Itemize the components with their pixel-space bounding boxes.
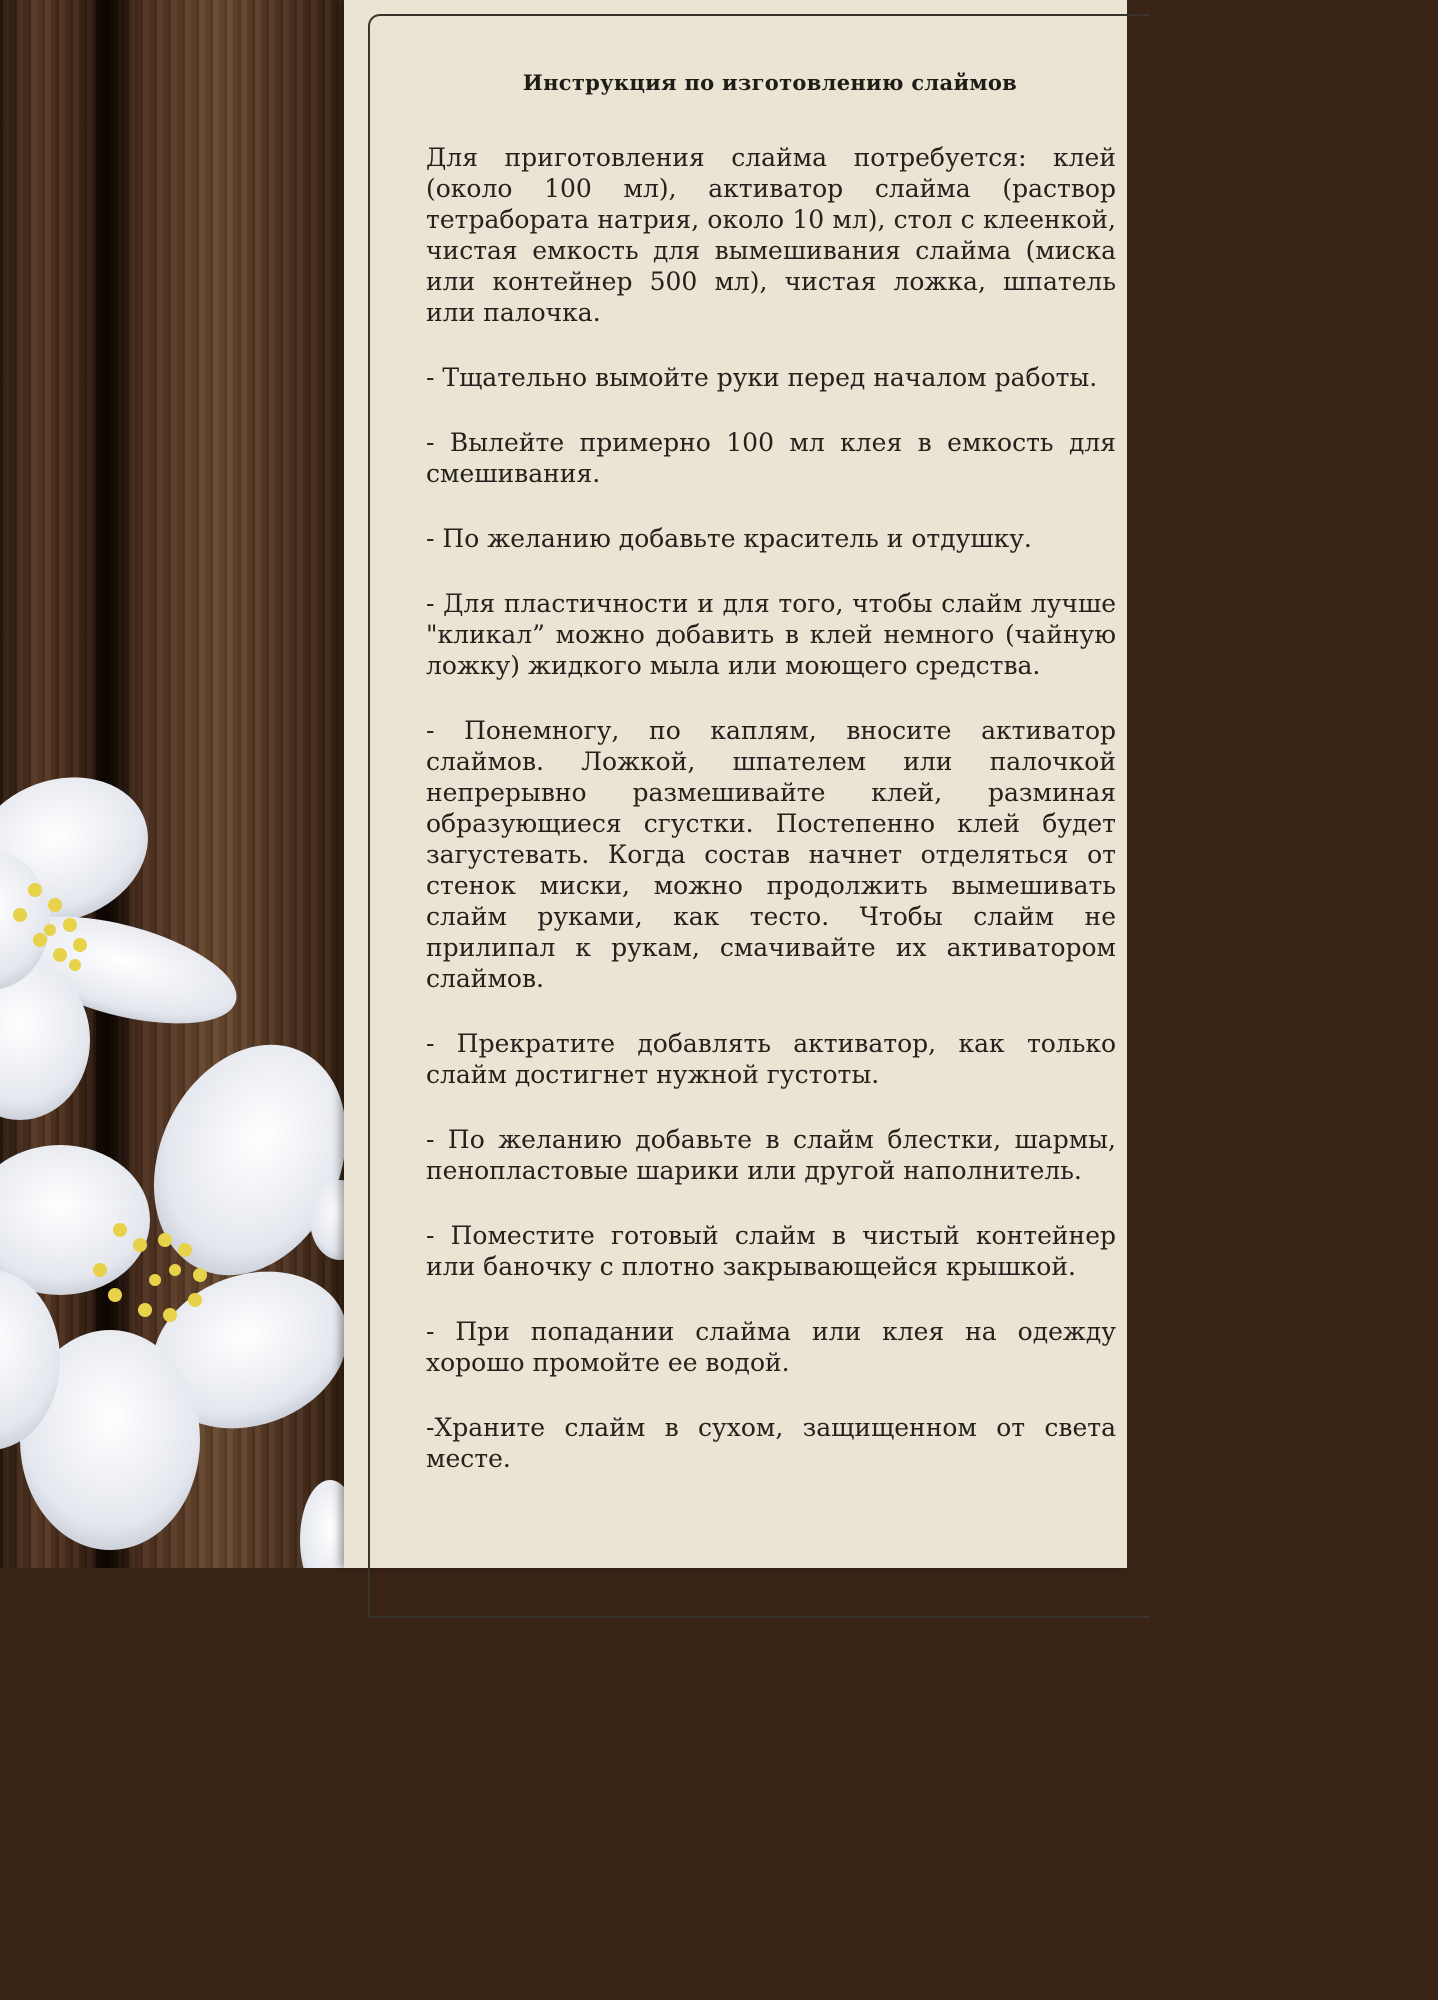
step-paragraph: - При попадании слайма или клея на одежду хорошо промойте ее водой.	[426, 1317, 1116, 1377]
intro-paragraph: Для приготовления слайма потребуется: клей (около 100 мл), активатор слайма (раствор тетрабората натрия, около 10 мл), стол с клеенкой, чистая емкость для вымешивания слайма (миска или контейнер 500 мл), чистая ложка, шпатель или палочка.	[426, 143, 1116, 327]
step-paragraph: - Прекратите добавлять активатор, как только слайм достигнет нужной густоты.	[426, 1029, 1116, 1089]
step-paragraph: - Тщательно вымойте руки перед началом работы.	[426, 363, 1098, 392]
step-paragraph: - По желанию добавьте краситель и отдушку.	[426, 524, 1032, 553]
upper-flower	[0, 753, 248, 1120]
step-paragraph: - Для пластичности и для того, чтобы слайм лучше "кликал” можно добавить в клей немного (чайную ложку) жидкого мыла или моющего средства.	[426, 589, 1116, 680]
instruction-body	[426, 142, 1116, 1474]
step-paragraph: - Вылейте примерно 100 мл клея в емкость для смешивания.	[426, 428, 1116, 488]
jasmine-flowers-image	[0, 740, 360, 1568]
step-paragraph: - Понемногу, по каплям, вносите активатор слаймов. Ложкой, шпателем или палочкой непрерывно размешивайте клей, разминая образующиеся сгустки. Постепенно клей будет загустевать. Когда состав начнет отделяться от стенок миски, можно продолжить вымешивать слайм руками, как тесто. Чтобы слайм не прилипал к рукам, смачивайте их активатором слаймов.	[426, 716, 1116, 993]
document-title: Инструкция по изготовлению слаймов	[522, 70, 1018, 95]
step-paragraph: -Храните слайм в сухом, защищенном от света месте.	[426, 1413, 1116, 1473]
step-paragraph: - По желанию добавьте в слайм блестки, шармы, пенопластовые шарики или другой наполнитель.	[426, 1125, 1116, 1185]
step-paragraph: - Поместите готовый слайм в чистый контейнер или баночку с плотно закрывающейся крышкой.	[426, 1221, 1116, 1281]
